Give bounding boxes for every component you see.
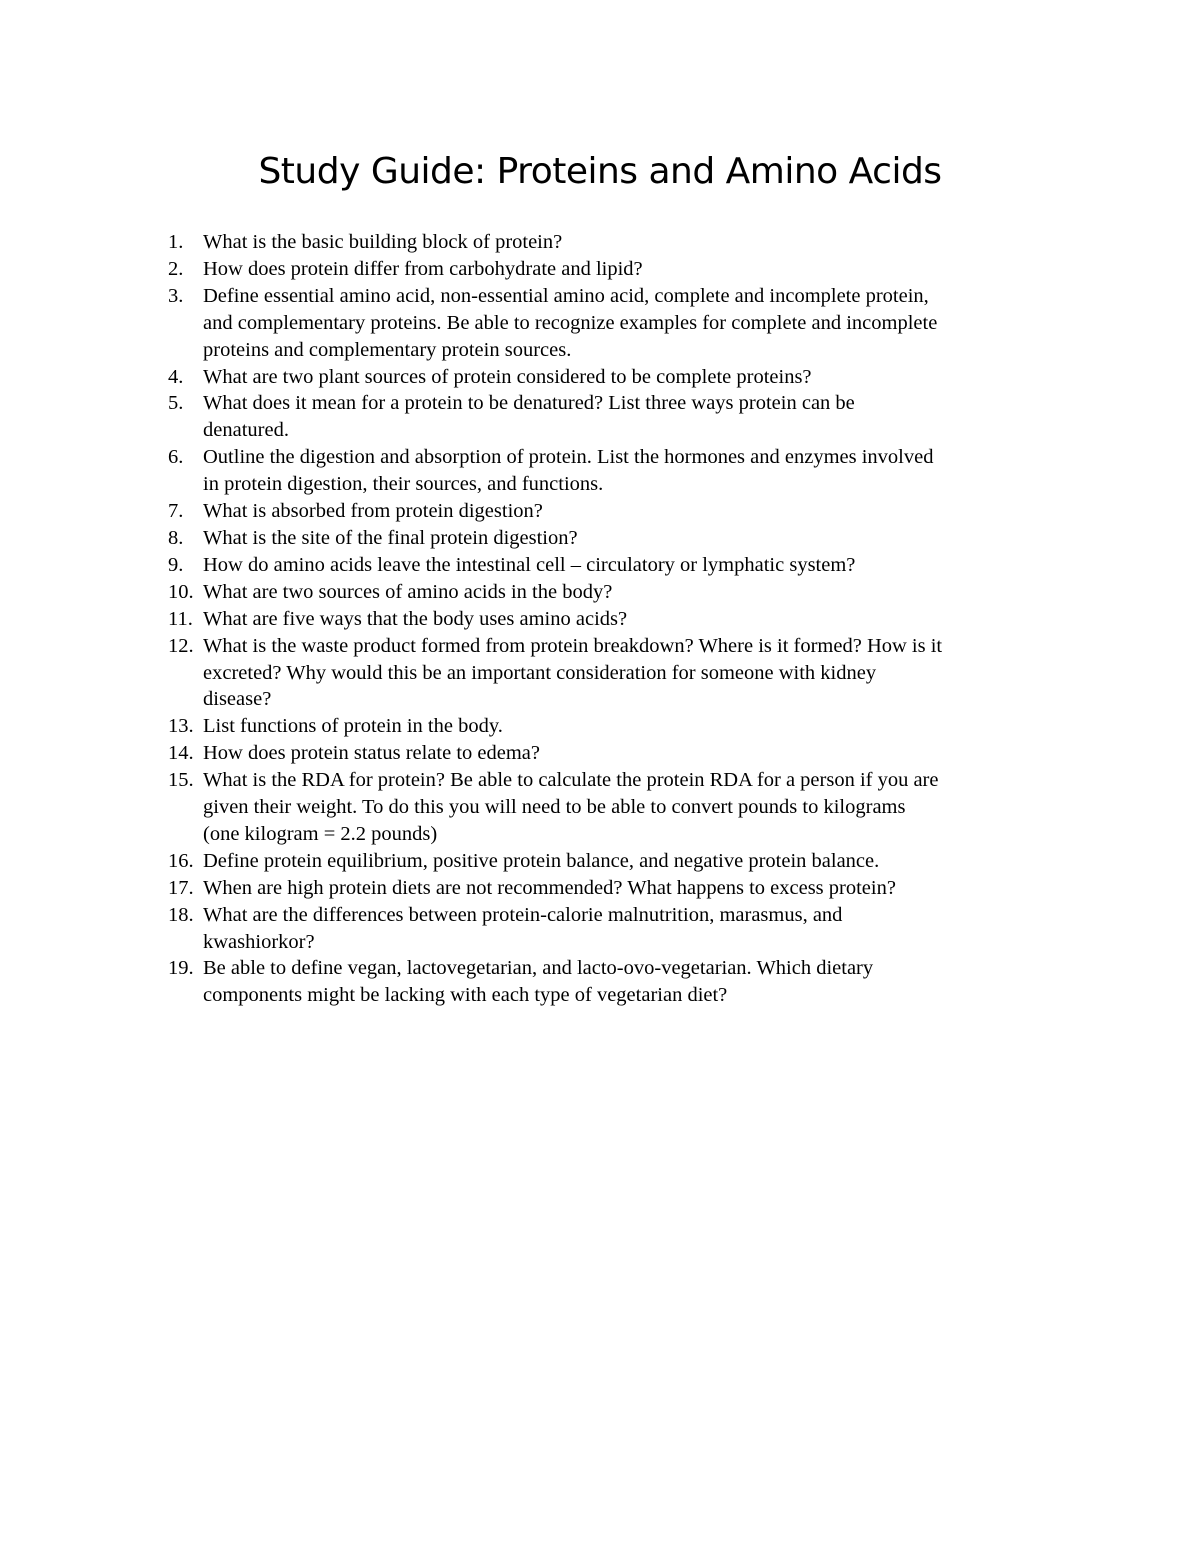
question-item (168, 606, 1068, 633)
question-number: 7. (168, 500, 184, 523)
question-number: 16. (168, 849, 194, 872)
question-item (168, 256, 1068, 283)
question-text: What are two plant sources of protein considered to be complete proteins? (203, 365, 812, 388)
question-text: What are two sources of amino acids in the body? (203, 580, 613, 603)
question-list (168, 229, 1068, 1009)
question-number: 5. (168, 392, 184, 415)
question-number: 8. (168, 526, 184, 549)
question-text: What is the RDA for protein? Be able to calculate the protein RDA for a person if you are given their weight. To do this you will need to be able to convert pounds to kilograms (one kilogram = 2.2 pounds) (203, 769, 939, 845)
question-item (168, 229, 1068, 256)
question-text: What are five ways that the body uses amino acids? (203, 607, 628, 630)
question-text: What is the basic building block of protein? (203, 231, 563, 253)
question-text: When are high protein diets are not recommended? What happens to excess protein? (203, 876, 896, 899)
question-text: What is the waste product formed from protein breakdown? Where is it formed? How is it excreted? Why would this be an important consideration for someone with kidney disease? (203, 634, 943, 711)
question-number: 18. (168, 903, 194, 926)
question-number: 6. (168, 446, 184, 469)
question-item (168, 713, 1068, 740)
question-item (168, 364, 1068, 391)
question-text: What is the site of the final protein digestion? (203, 526, 578, 549)
question-number: 10. (168, 580, 194, 603)
question-item (168, 875, 1068, 902)
question-item (168, 283, 1068, 364)
question-number: 13. (168, 715, 194, 738)
question-item (168, 525, 1068, 552)
question-number: 3. (168, 284, 184, 307)
document-title: Study Guide: Proteins and Amino Acids (258, 151, 942, 192)
question-text: Define protein equilibrium, positive protein balance, and negative protein balance. (203, 849, 880, 872)
question-text: How does protein differ from carbohydrate and lipid? (203, 257, 643, 280)
question-item (168, 579, 1068, 606)
question-number: 17. (168, 876, 194, 899)
question-item (168, 767, 1068, 848)
question-item (168, 740, 1068, 767)
question-item (168, 552, 1068, 579)
question-number: 12. (168, 634, 194, 657)
question-number: 4. (168, 365, 184, 388)
question-item (168, 498, 1068, 525)
question-number: 9. (168, 553, 184, 576)
question-text: How do amino acids leave the intestinal cell – circulatory or lymphatic system? (203, 553, 856, 576)
question-item (168, 633, 1068, 714)
question-text: List functions of protein in the body. (203, 715, 503, 738)
question-number: 14. (168, 742, 194, 765)
question-item (168, 902, 1068, 956)
question-number: 11. (168, 607, 193, 630)
question-number: 2. (168, 257, 184, 280)
question-text: How does protein status relate to edema? (203, 742, 540, 765)
question-item (168, 390, 1068, 444)
question-text: Define essential amino acid, non-essential amino acid, complete and incomplete protein, and complementary proteins. Be able to recognize examples for complete and incomplete proteins and complementary protein sources. (203, 284, 938, 361)
question-text: Be able to define vegan, lactovegetarian, and lacto-ovo-vegetarian. Which dietary components might be lacking with each type of vegetarian diet? (203, 957, 874, 1007)
question-number: 1. (168, 231, 184, 253)
question-number: 19. (168, 957, 194, 980)
question-text: What does it mean for a protein to be denatured? List three ways protein can be denatured. (203, 392, 855, 442)
question-text: What is absorbed from protein digestion? (203, 500, 543, 523)
question-number: 15. (168, 769, 194, 792)
question-item (168, 848, 1068, 875)
question-item (168, 444, 1068, 498)
question-text: What are the differences between protein-calorie malnutrition, marasmus, and kwashiorkor? (203, 903, 843, 953)
question-item (168, 955, 1068, 1009)
question-text: Outline the digestion and absorption of protein. List the hormones and enzymes involved in protein digestion, their sources, and functions. (203, 446, 934, 496)
